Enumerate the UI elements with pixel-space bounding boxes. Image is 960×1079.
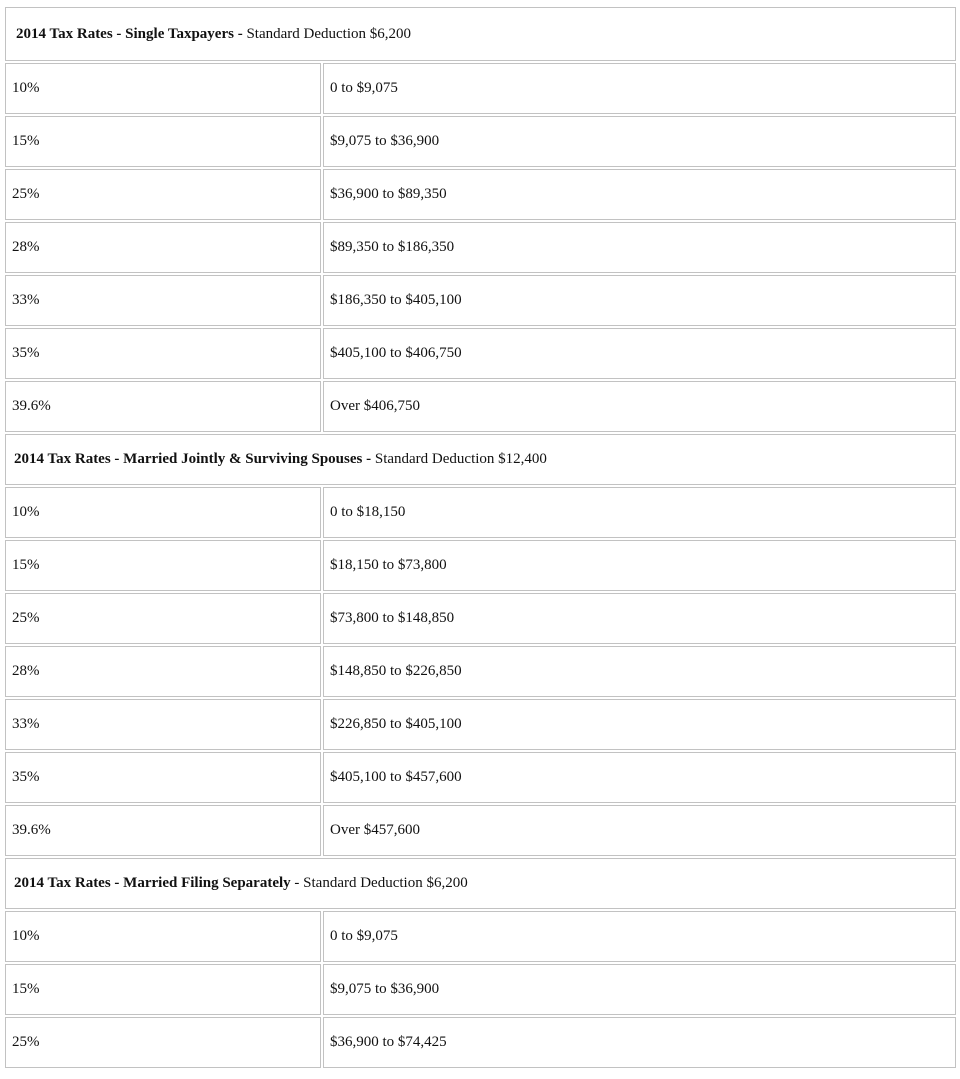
section-title-bold: 2014 Tax Rates - Single Taxpayers - xyxy=(16,25,243,42)
range-cell: $405,100 to $406,750 xyxy=(323,328,956,379)
section-title xyxy=(5,858,956,909)
range-cell: $226,850 to $405,100 xyxy=(323,699,956,750)
rate-cell: 28% xyxy=(5,646,321,697)
section-title-deduction: - Standard Deduction $6,200 xyxy=(290,875,468,891)
rate-cell: 10% xyxy=(5,63,321,114)
rate-cell: 15% xyxy=(5,116,321,167)
range-cell: $405,100 to $457,600 xyxy=(323,752,956,803)
rate-cell: 15% xyxy=(5,540,321,591)
table-row xyxy=(5,805,956,856)
table-row xyxy=(5,911,956,962)
table-row xyxy=(5,63,956,114)
rate-cell: 25% xyxy=(5,593,321,644)
section-header-married-separately xyxy=(5,858,956,909)
range-cell: $36,900 to $74,425 xyxy=(323,1017,956,1068)
table-row xyxy=(5,752,956,803)
range-cell: 0 to $9,075 xyxy=(323,63,956,114)
rate-cell: 25% xyxy=(5,1017,321,1068)
table-row xyxy=(5,964,956,1015)
rate-cell: 33% xyxy=(5,275,321,326)
section-title-bold: 2014 Tax Rates - Married Jointly & Surviving Spouses - xyxy=(14,451,372,467)
table-row xyxy=(5,699,956,750)
table-row xyxy=(5,116,956,167)
section-title xyxy=(5,434,956,485)
section-title-bold: 2014 Tax Rates - Married Filing Separately xyxy=(14,875,291,891)
section-title xyxy=(5,7,956,61)
table-row xyxy=(5,593,956,644)
range-cell: 0 to $9,075 xyxy=(323,911,956,962)
rate-cell: 28% xyxy=(5,222,321,273)
table-row xyxy=(5,381,956,432)
rate-cell: 39.6% xyxy=(5,381,321,432)
range-cell: Over $457,600 xyxy=(323,805,956,856)
tax-rates-table xyxy=(3,5,958,1070)
range-cell: $9,075 to $36,900 xyxy=(323,116,956,167)
range-cell: $148,850 to $226,850 xyxy=(323,646,956,697)
range-cell: $18,150 to $73,800 xyxy=(323,540,956,591)
section-title-deduction: Standard Deduction $12,400 xyxy=(371,451,547,467)
range-cell: Over $406,750 xyxy=(323,381,956,432)
table-row xyxy=(5,169,956,220)
table-row xyxy=(5,275,956,326)
range-cell: $73,800 to $148,850 xyxy=(323,593,956,644)
rate-cell: 39.6% xyxy=(5,805,321,856)
section-header-single xyxy=(5,7,956,61)
rate-cell: 33% xyxy=(5,699,321,750)
rate-cell: 15% xyxy=(5,964,321,1015)
range-cell: $186,350 to $405,100 xyxy=(323,275,956,326)
range-cell: 0 to $18,150 xyxy=(323,487,956,538)
table-row xyxy=(5,222,956,273)
table-row xyxy=(5,1017,956,1068)
table-row xyxy=(5,328,956,379)
section-header-married-jointly xyxy=(5,434,956,485)
rate-cell: 10% xyxy=(5,911,321,962)
table-row xyxy=(5,487,956,538)
rate-cell: 35% xyxy=(5,752,321,803)
section-title-deduction: Standard Deduction $6,200 xyxy=(242,25,412,42)
rate-cell: 10% xyxy=(5,487,321,538)
range-cell: $89,350 to $186,350 xyxy=(323,222,956,273)
table-row xyxy=(5,540,956,591)
rate-cell: 25% xyxy=(5,169,321,220)
table-row xyxy=(5,646,956,697)
range-cell: $36,900 to $89,350 xyxy=(323,169,956,220)
rate-cell: 35% xyxy=(5,328,321,379)
range-cell: $9,075 to $36,900 xyxy=(323,964,956,1015)
